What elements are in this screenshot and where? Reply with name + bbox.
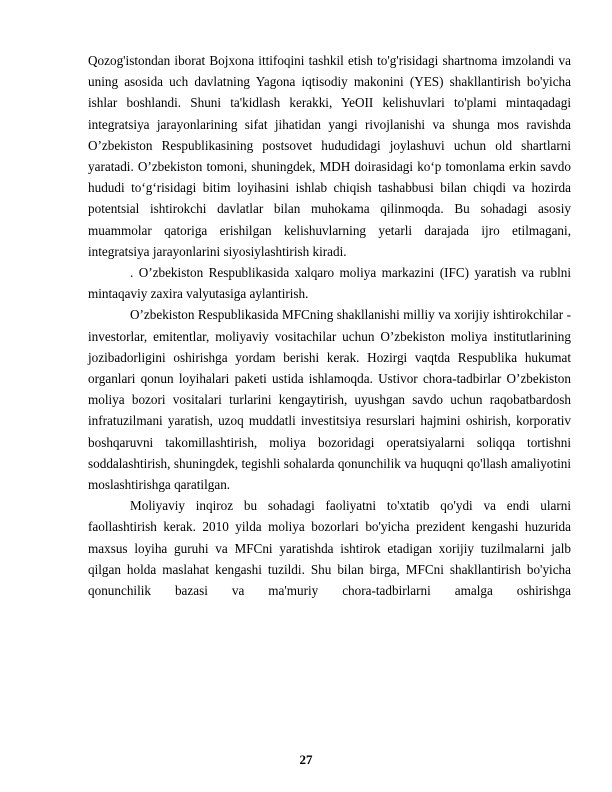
paragraph-moliyaviy-inqiroz: Moliyaviy inqiroz bu sohadagi faoliyatni to'xtatib qo'ydi va endi ularni faollashtirish kerak. 2010 yilda moliya bozorlari bo'yicha prezident kengashi huzurida maxsus loyiha guruhi va MFCni yaratishda ishtirok etadigan xorijiy tuzilmalarni jalb qilgan holda maslahat kengashi tuzildi. Shu bilan birga, MFCni shakllantirish bo'yicha qonunchilik bazasi va ma'muriy chora-tadbirlarni amalga oshirishga	[88, 498, 571, 599]
paragraph-bojxona-ittifoqi: Qozog'istondan iborat Bojxona ittifoqini tashkil etish to'g'risidagi shartnoma imzolandi va uning asosida uch davlatning Yagona iqtisodiy makonini (YES) shakllantirish bo'yicha ishlar boshlandi. Shuni ta'kidlash kerakki, YeOII kelishuvlari to'plami mintaqadagi integratsiya jarayonlarining sifat jihatidan yangi rivojlanishi va shunga mos ravishda O’zbekiston Respublikasining postsovet hududidagi joylashuvi uchun old shartlarni yaratadi. O’zbekiston tomoni, shuningdek, MDH doirasidagi ko‘p tomonlama erkin savdo hududi to‘g‘risidagi bitim loyihasini ishlab chiqish tashabbusi bilan chiqdi va hozirda potentsial ishtirokchi davlatlar bilan muhokama qilinmoqda. Bu sohadagi asosiy muammolar qatoriga erishilgan kelishuvlarning yetarli darajada ijro etilmagani, integratsiya jarayonlarini siyosiylashtirish kiradi.	[88, 53, 571, 259]
paragraph-xalqaro-moliya-markazi: . O’zbekiston Respublikasida xalqaro moliya markazini (IFC) yaratish va rublni mintaqaviy zaxira valyutasiga aylantirish.	[88, 265, 571, 302]
page-number: 27	[299, 752, 313, 767]
paragraph-mfc-shakllanishi: O’zbekiston Respublikasida MFCning shakllanishi milliy va xorijiy ishtirokchilar - investorlar, emitentlar, moliyaviy vositachilar uchun O’zbekiston moliya institutlarining jozibadorligini oshirishga yordam berishi kerak. Hozirgi vaqtda Respublika hukumat organlari qonun loyihalari paketi ustida ishlamoqda. Ustivor chora-tadbirlar O’zbekiston moliya bozori vositalari turlarini kengaytirish, uyushgan savdo uchun raqobatbardosh infratuzilmani yaratish, uzoq muddatli investitsiya resurslari hajmini oshirish, korporativ boshqaruvni takomillashtirish, moliya bozoridagi operatsiyalarni soliqqa tortishni soddalashtirish, shuningdek, tegishli sohalarda qonunchilik va huquqni qo'llash amaliyotini moslashtirishga qaratilgan.	[88, 307, 571, 493]
document-page	[88, 50, 571, 601]
